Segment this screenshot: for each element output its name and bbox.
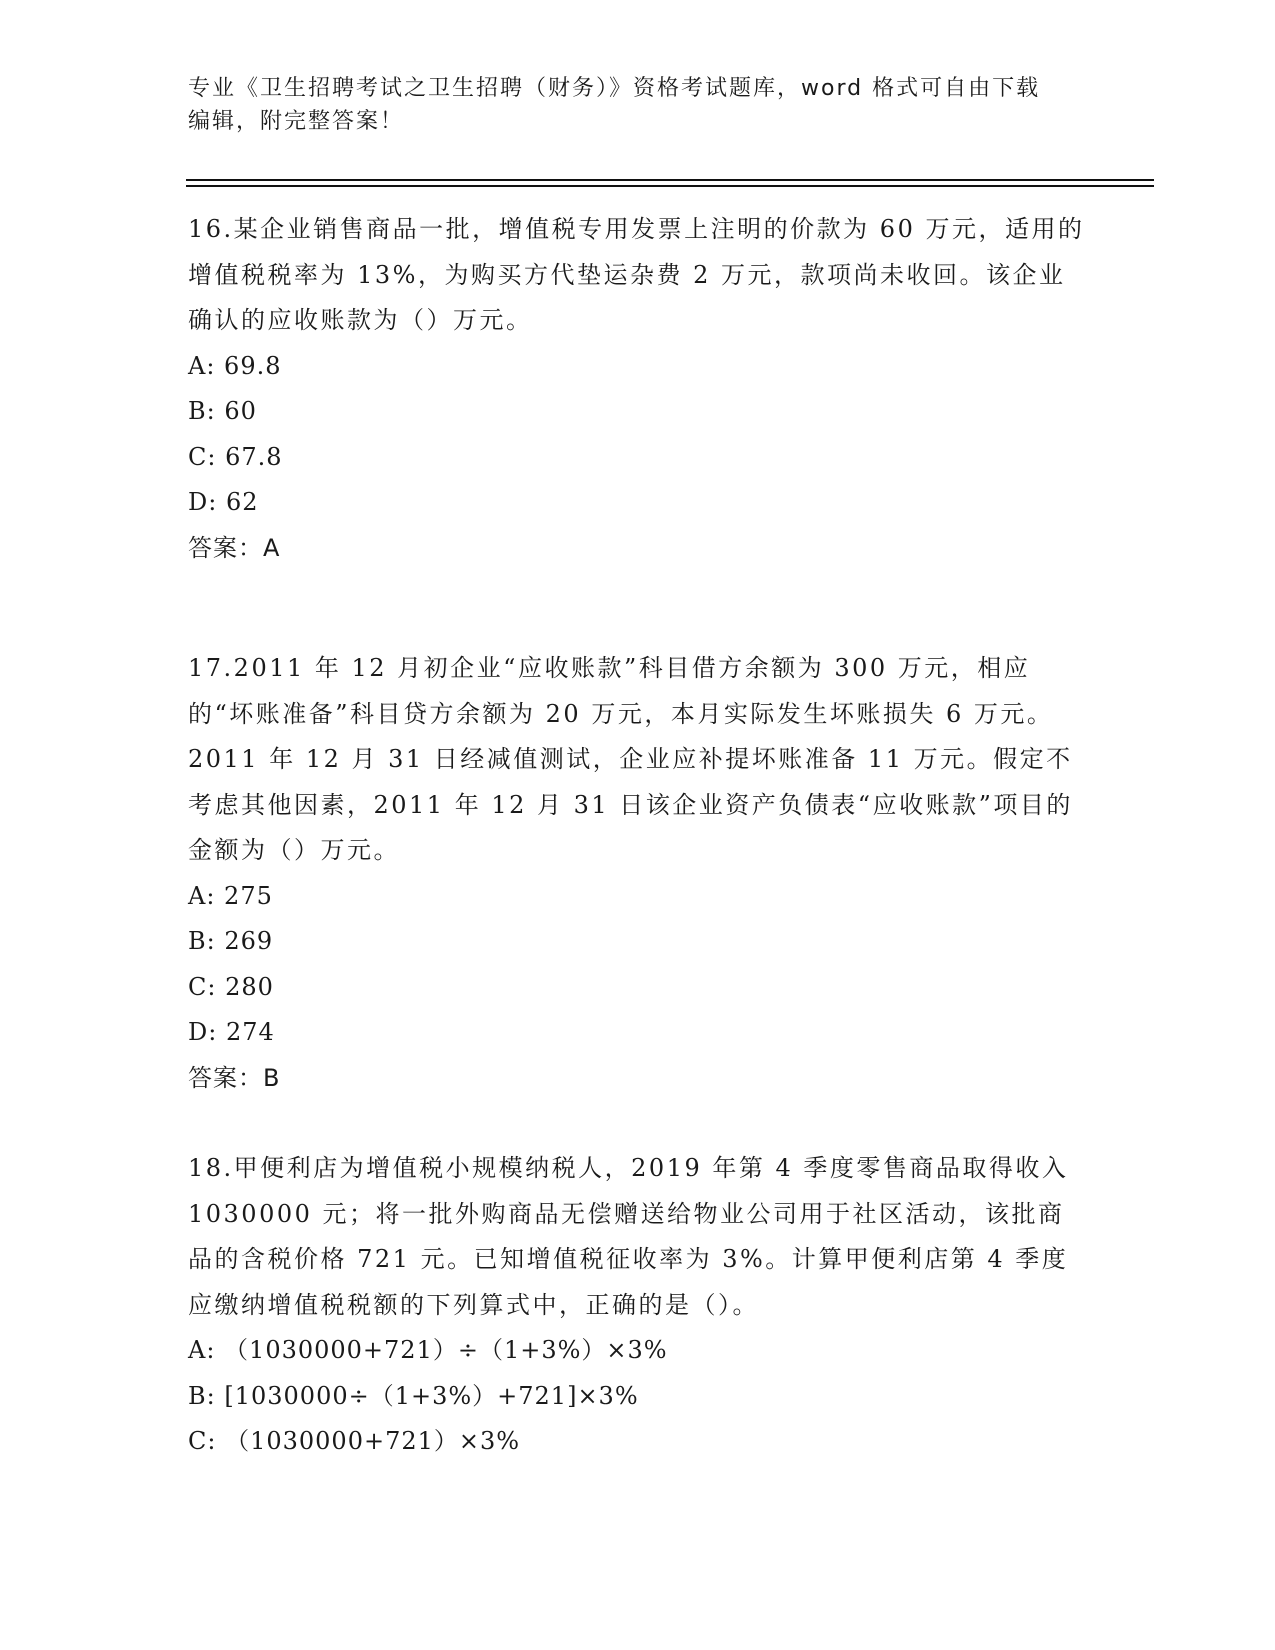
- option-b: B: 269: [188, 927, 274, 955]
- answer: 答案：B: [188, 1063, 281, 1092]
- option-c: C: 280: [188, 972, 274, 1001]
- answer: 答案：A: [188, 533, 281, 562]
- option-a: A: 275: [188, 881, 273, 910]
- question-stem: 18.甲便利店为增值税小规模纳税人，2019 年第 4 季度零售商品取得收入 1030000 元；将一批外购商品无偿赠送给物业公司用于社区活动，该批商品的含税价格 721 元。已知增值税征收率为 3%。计算甲便利店第 4 季度应缴纳增值税税额的下列算式中，正确的是（）。: [188, 1154, 1069, 1319]
- header-divider-bottom: [186, 185, 1154, 187]
- question-18: [188, 1146, 1088, 1465]
- option-c: C: （1030000+721）×3%: [188, 1427, 521, 1455]
- option-c: C: 67.8: [188, 442, 283, 471]
- option-b: B: [1030000÷（1+3%）+721]×3%: [188, 1381, 639, 1410]
- option-a: A: （1030000+721）÷（1+3%）×3%: [188, 1336, 668, 1364]
- header-line-1: 专业《卫生招聘考试之卫生招聘（财务）》资格考试题库，word 格式可自由下载: [188, 76, 1041, 101]
- header-line-2: 编辑，附完整答案！: [188, 109, 405, 134]
- question-16: [188, 207, 1088, 571]
- option-d: D: 274: [188, 1018, 275, 1046]
- document-header: [188, 72, 1088, 138]
- option-d: D: 62: [188, 488, 259, 516]
- question-stem: 17.2011 年 12 月初企业“应收账款”科目借方余额为 300 万元，相应的“坏账准备”科目贷方余额为 20 万元，本月实际发生坏账损失 6 万元。2011 年 12 月 31 日经减值测试，企业应补提坏账准备 11 万元。假定不考虑其他因素，2011 年 12 月 31 日该企业资产负债表“应收账款”项目的金额为（）万元。: [188, 654, 1073, 864]
- option-b: B: 60: [188, 397, 257, 425]
- question-17: [188, 646, 1088, 1101]
- header-divider-top: [186, 179, 1154, 181]
- question-stem: 16.某企业销售商品一批，增值税专用发票上注明的价款为 60 万元，适用的增值税税率为 13%，为购买方代垫运杂费 2 万元，款项尚未收回。该企业确认的应收账款为（）万元。: [188, 215, 1085, 334]
- option-a: A: 69.8: [188, 351, 282, 380]
